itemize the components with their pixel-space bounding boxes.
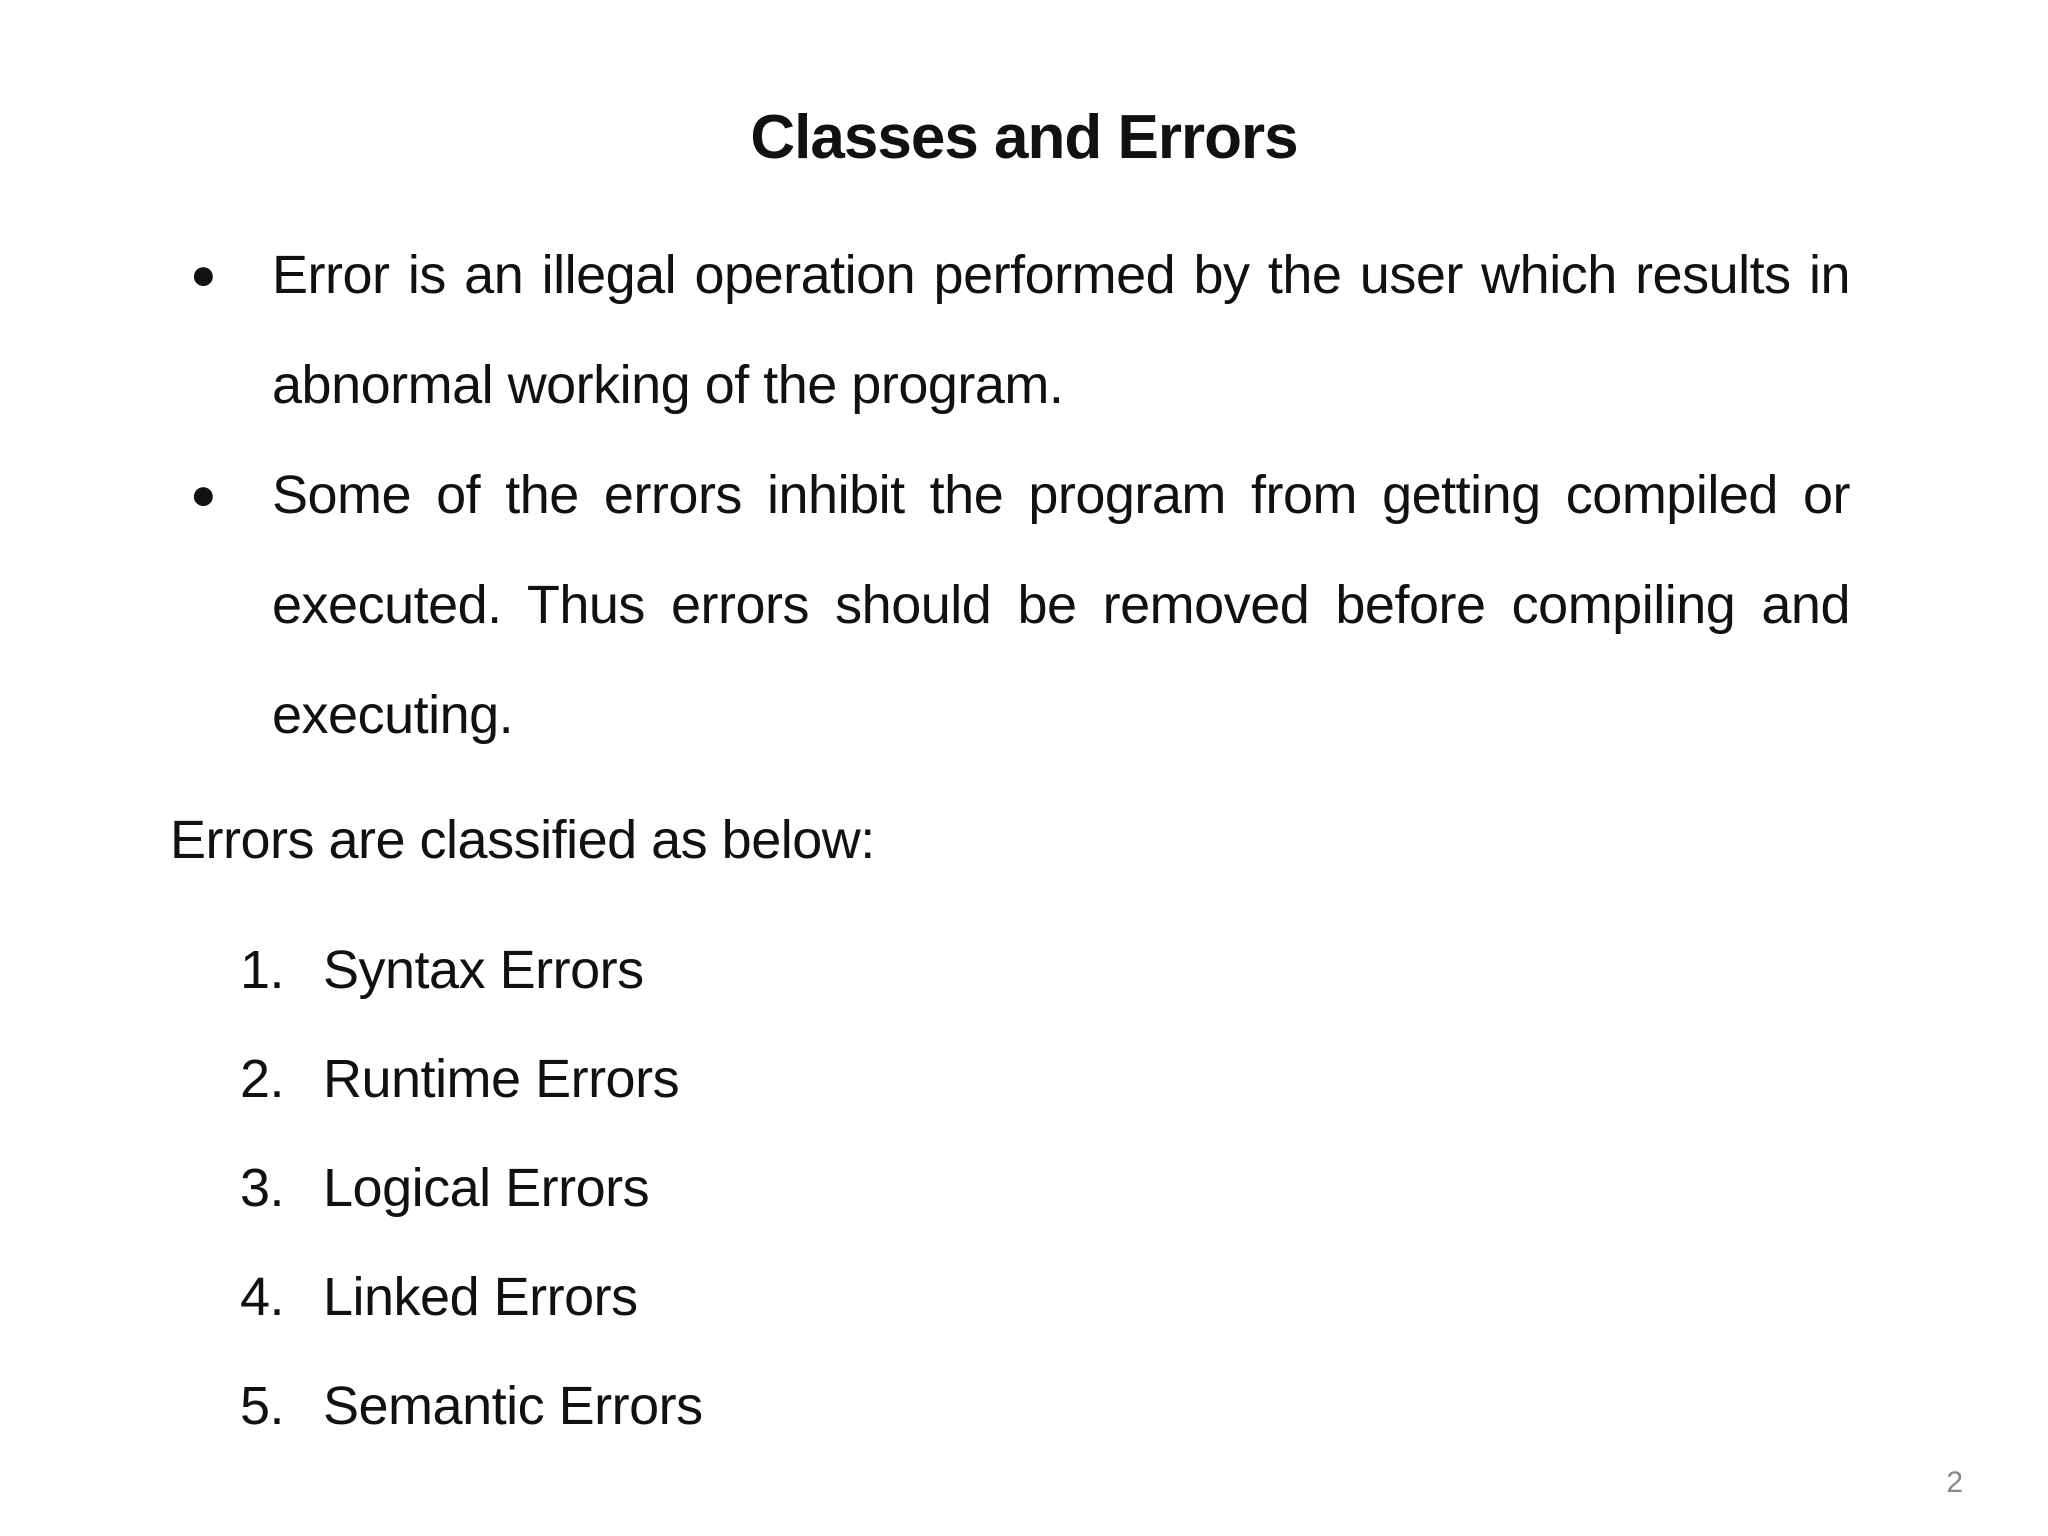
list-label: Syntax Errors	[323, 940, 644, 1000]
list-number: 1.	[240, 940, 285, 1000]
list-number: 4.	[240, 1267, 285, 1327]
slide-title: Classes and Errors	[750, 103, 1298, 172]
list-number: 5.	[240, 1376, 285, 1436]
page-number: 2	[1946, 1466, 1963, 1499]
list-number: 2.	[240, 1049, 285, 1109]
bullet-item	[190, 440, 1850, 770]
list-label: Linked Errors	[323, 1267, 638, 1327]
classification-intro: Errors are classified as below:	[170, 810, 875, 870]
list-label: Logical Errors	[323, 1158, 650, 1218]
list-label: Runtime Errors	[323, 1049, 680, 1109]
bullet-text: Error is an illegal operation performed by the user which results in abnormal working of the program.	[272, 245, 1850, 415]
bullet-item	[190, 220, 1850, 440]
list-label: Semantic Errors	[323, 1376, 703, 1436]
bullet-marker: ●	[190, 250, 217, 299]
list-number: 3.	[240, 1158, 285, 1218]
bullet-marker: ●	[190, 470, 217, 519]
bullet-text: Some of the errors inhibit the program from getting compiled or executed. Thus errors should be removed before compiling and executing.	[272, 465, 1850, 745]
